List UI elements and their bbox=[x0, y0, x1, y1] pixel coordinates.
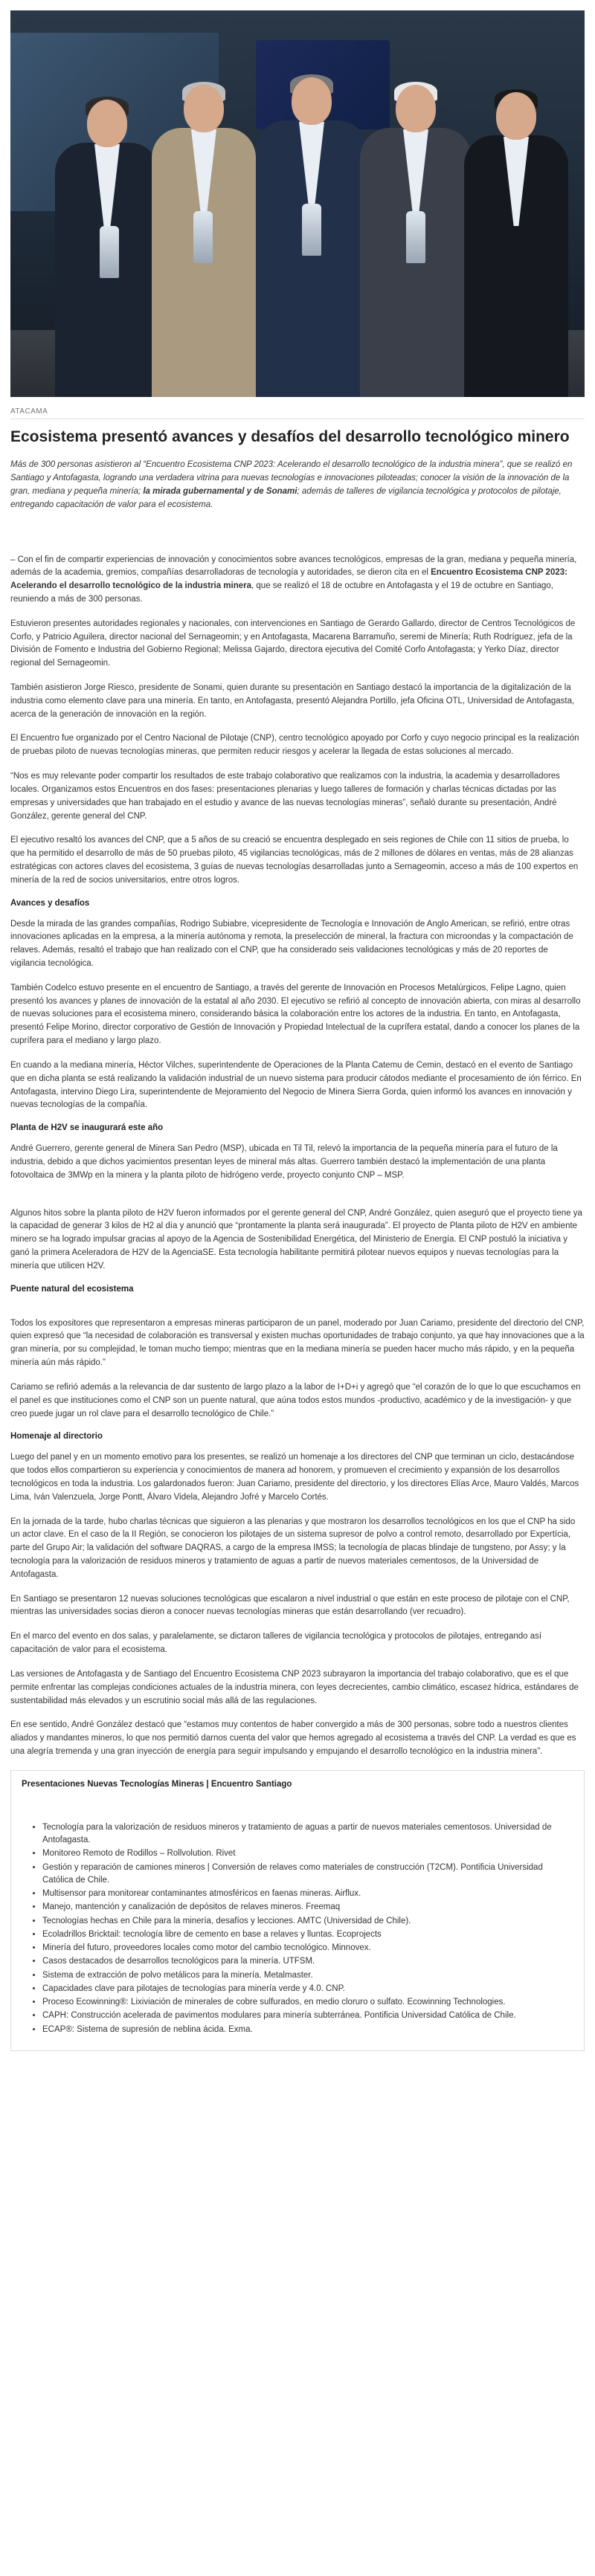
trophy-icon bbox=[193, 211, 213, 263]
article-body bbox=[10, 554, 585, 1759]
trophy-icon bbox=[406, 211, 425, 263]
paragraph: Desde la mirada de las grandes compañías, Rodrigo Subiabre, vicepresidente de Tecnología e Innovación de Anglo American, se refirió, entre otras innovaciones aplicadas en la empresa, a la minería autónoma y remota, la preselección de mineral, la fractura con microondas y la compactación de relaves. Además, resaltó el trabajo que han realizado con el CNP, que ha considerado seis validaciones tecnológicas y más de 20 reportes de vigilancia tecnológica. bbox=[10, 919, 573, 969]
person-5 bbox=[464, 92, 568, 397]
paragraph: Cariamo se refirió además a la relevancia de dar sustento de largo plazo a la labor de I+D+i y agregó que “el corazón de lo que lo que escuchamos en el panel es que instituciones como el CNP son un puente natural, que aúna todos estos mundos -productivo, académico y de la investigación- y que creo puede jugar un rol clave para el desarrollo tecnológico de Chile.” bbox=[10, 1382, 581, 1418]
list-item: • Ecoladrillos Bricktail: tecnología libre de cemento en base a relaves y lluntas. Ecoprojects bbox=[42, 1928, 573, 1941]
list-item: • Casos destacados de desarrollos tecnológicos para la minería. UTFSM. bbox=[42, 1955, 573, 1968]
paragraph: “Nos es muy relevante poder compartir los resultados de este trabajo colaborativo que realizamos con la industria, la academia y desarrolladores locales. Organizamos estos Encuentros en dos fases: presentaciones plenarias y luego talleres de formación y charlas técnicas dictadas por las empresas y universidades que han trabajado en el estudio y avance de las nuevas tecnologías mineras”, señaló durante su presentación, André González, gerente general del CNP. bbox=[10, 772, 560, 821]
list-item: • Minería del futuro, proveedores locales como motor del cambio tecnológico. Minnovex. bbox=[42, 1942, 573, 1954]
list-item: • CAPH: Construcción acelerada de pavimentos modulares para minería subterránea. Pontificia Universidad Católica de Chile. bbox=[42, 2010, 573, 2022]
trophy-icon bbox=[100, 226, 119, 278]
paragraph: Luego del panel y en un momento emotivo para los presentes, se realizó un homenaje a los directores del CNP que terminan un ciclo, destacándose que todos ellos compartieron su experiencia y conocimientos de manera ad honorem, y promueven el crecimiento y expansión de los desarrollos tecnológicos en toda la industria. Los galardonados fueron: Juan Cariamo, presidente del directorio, y los directores Elías Arce, Mauro Valdés, Marcos Lima, Iván Valenzuela, Jorge Pontt, Álvaro Videla, Alejandro Jofré y Marcelo Cortés. bbox=[10, 1453, 579, 1502]
paragraph: También Codelco estuvo presente en el encuentro de Santiago, a través del gerente de Innovación en Procesos Metalúrgicos, Felipe Lagno, quien presentó los avances y planes de innovación de la estatal al año 2030. El ejecutivo se refirió al concepto de innovación abierta, con miras al desarrollo de nuevas soluciones para el ecosistema minero, considerando básica la colaboración entre los actores de la industria. En tanto, en Antofagasta, presentó Felipe Morino, director corporativo de Gestión de Innovación y Propiedad Intelectual de la cuprífera estatal, dando a conocer los planes de la cuprífera para el mediano y largo plazo. bbox=[10, 983, 581, 1046]
list-item: • Tecnologías hechas en Chile para la minería, desafíos y lecciones. AMTC (Universidad de Chile). bbox=[42, 1915, 573, 1928]
article-title: Ecosistema presentó avances y desafíos del desarrollo tecnológico minero bbox=[10, 428, 570, 445]
paragraph: El Encuentro fue organizado por el Centro Nacional de Pilotaje (CNP), centro tecnológico apoyado por Corfo y cuyo negocio principal es la realización de pruebas piloto de nuevas tecnologías mineras, que permiten reducir riesgos y acelerar la llegada de estas soluciones al mercado. bbox=[10, 734, 579, 757]
paragraph: El ejecutivo resaltó los avances del CNP, que a 5 años de su creació se encuentra desplegado en seis regiones de Chile con 11 sitios de prueba, lo que ha permitido el desarrollo de más de 50 pruebas piloto, 45 vigilancias tecnológicas, más de 2 millones de dólares en ventas, más de 28 alianzas estratégicas con actores claves del ecosistema, 3 guías de nuevas tecnologías desarrolladas junto a Sernageomin, acceso a más de 100 expertos en minería de la red de socios universitarios, entre otros logros. bbox=[10, 836, 579, 885]
person-4 bbox=[360, 85, 472, 397]
trophy-icon bbox=[302, 204, 321, 256]
paragraph: En Santiago se presentaron 12 nuevas soluciones tecnológicas que escalaron a nivel industrial o que están en este proceso de pilotaje con el CNP, mientras las universidades socias dieron a conocer nuevas tecnologías mineras que están desarrollando (ver recuadro). bbox=[10, 1594, 570, 1617]
list-item: • Manejo, mantención y canalización de depósitos de relaves mineros. Freemaq bbox=[42, 1901, 573, 1914]
section-heading: Puente natural del ecosistema bbox=[10, 1284, 134, 1294]
paragraph: Algunos hitos sobre la planta piloto de H2V fueron informados por el gerente general del CNP, André González, quien aseguró que el proyecto tiene ya la capacidad de generar 3 kilos de H2 al día y anunció que “prontamente la planta será inaugurada”. El proyecto de Planta piloto de H2V en ambiente minero se ha logrado impulsar gracias al apoyo de la Agencia de Sostenibilidad Energética, del Ministerio de Energía. El CNP postuló la iniciativa y ganó la primera Aceleradora de H2V de la AgenciaSE. Esta tecnología habilitante permitirá pilotear nuevos equipos y nuevas tecnologías para la minería que utilicen H2V. bbox=[10, 1208, 582, 1271]
list-item: • ECAP®: Sistema de supresión de neblina ácida. Exma. bbox=[42, 2024, 573, 2036]
section-heading: Avances y desafíos bbox=[10, 898, 90, 908]
box-title: Presentaciones Nuevas Tecnologías Mineras | Encuentro Santiago bbox=[22, 1779, 292, 1789]
category-label[interactable]: ATACAMA bbox=[10, 407, 585, 419]
paragraph: En ese sentido, André González destacó que “estamos muy contentos de haber convergido a más de 300 personas, sobre todo a nuestros clientes aliados y mandantes mineros, lo que nos permitió darnos cuenta del valor que hemos agregado al ecosistema a través del CNP. La verdad es que es una alegría tremenda y una gran inyección de energía para seguir impulsando y empujando el desarrollo tecnológico en la industria minera”. bbox=[10, 1720, 576, 1756]
list-item: • Multisensor para monitorear contaminantes atmosféricos en faenas mineras. Airflux. bbox=[42, 1888, 573, 1900]
paragraph: En el marco del evento en dos salas, y paralelamente, se dictaron talleres de vigilancia tecnológica y protocolos de pilotajes, entregando así capacitación de valor para el ecosistema. bbox=[10, 1632, 542, 1655]
person-3 bbox=[256, 77, 367, 397]
article-lead: Más de 300 personas asistieron al “Encuentro Ecosistema CNP 2023: Acelerando el desarrollo tecnológico de la industria minera”, que se realizó en Santiago y Antofagasta, logrando una verdadera vitrina para nuevas tecnologías e innovaciones piloteadas; conocer la visión de la innovación de la gran, mediana y pequeña minería; la mirada gubernamental y de Sonami; además de talleres de vigilancia tecnológica y protocolos de pilotaje, entregando capacitación de valor para el ecosistema. bbox=[10, 460, 573, 509]
paragraph: André Guerrero, gerente general de Minera San Pedro (MSP), ubicada en Til Til, relevó la importancia de la pequeña minería para el futuro de la industria, debido a que dichos yacimientos presentan leyes de mineral más altas. Guerrero también destacó la implementación de una planta fotovoltaica de 3MWp en la minera y la planta piloto de hidrógeno verde, proyecto conjunto CNP – MSP. bbox=[10, 1144, 558, 1180]
paragraph: – Con el fin de compartir experiencias de innovación y conocimientos sobre avances tecnológicos, empresas de la gran, mediana y pequeña minería, además de la academia, gremios, compañías desarrolladoras de tecnología y autoridades, se dieron cita en el Encuentro Ecosistema CNP 2023: Acelerando el desarrollo tecnológico de la industria minera, que se realizó el 18 de octubre en Antofagasta y el 19 de octubre en Santiago, reuniendo a más de 300 personas. bbox=[10, 555, 577, 604]
section-heading: Homenaje al directorio bbox=[10, 1432, 103, 1442]
list-item: • Proceso Ecowinning®: Lixiviación de minerales de cobre sulfurados, en medio cloruro o sulfato. Ecowinning Technologies. bbox=[42, 1996, 573, 2009]
list-item: • Capacidades clave para pilotajes de tecnologías para minería verde y 4.0. CNP. bbox=[42, 1983, 573, 1995]
paragraph: También asistieron Jorge Riesco, presidente de Sonami, quien durante su presentación en Santiago destacó la importancia de la digitalización de la industria como elemento clave para una minería. En tanto, en Antofagasta, presentó Alejandra Portillo, jefa Oficina OTL, Universidad de Antofagasta, acerca de la generación de innovación en la región. bbox=[10, 683, 575, 719]
paragraph: Estuvieron presentes autoridades regionales y nacionales, con intervenciones en Santiago de Gerardo Gallardo, director de Centros Tecnológicos de Corfo, y Patricio Aguilera, director nacional del Sernageomin; y en Antofagasta, Macarena Barramuño, seremi de Minería; Ruth Rodríguez, jefa de la División de Fomento e Industria del Gobierno Regional; Melissa Gajardo, directora ejecutiva del Comité Corfo Antofagasta; y Yerko Díaz, director regional del Sernageomin. bbox=[10, 619, 576, 668]
paragraph: Las versiones de Antofagasta y de Santiago del Encuentro Ecosistema CNP 2023 subrayaron la importancia del trabajo colaborativo, que es el que permite enfrentar las complejas condiciones actuales de la industria minera, con leyes decrecientes, cambio climático, escasez hídrica, estándares de sustentabilidad más elevados y un escrutinio social más allá de las regulaciones. bbox=[10, 1669, 579, 1705]
list-item: • Monitoreo Remoto de Rodillos – Rollvolution. Rivet bbox=[42, 1847, 573, 1860]
section-heading: Planta de H2V se inaugurará este año bbox=[10, 1123, 164, 1133]
hero-photo bbox=[10, 10, 585, 397]
list-item: • Sistema de extracción de polvo metálicos para la minería. Metalmaster. bbox=[42, 1969, 573, 1982]
person-1 bbox=[55, 100, 159, 397]
person-2 bbox=[152, 85, 256, 397]
technologies-list bbox=[22, 1821, 573, 2036]
list-item: • Gestión y reparación de camiones mineros | Conversión de relaves como materiales de construcción (T2CM). Pontificia Universidad Católica de Chile. bbox=[42, 1862, 573, 1888]
paragraph: En la jornada de la tarde, hubo charlas técnicas que siguieron a las plenarias y que mostraron los desarrollos tecnológicos en los que el CNP ha sido un actor clave. En el caso de la II Región, se conocieron los pilotajes de un sistema supresor de polvo a control remoto, desarrollado por Expertícia, parte del Grupo Air; la validación del software DAQRAS, a cargo de la empresa IMSS; la tecnología de placas blindaje de tungsteno, por Assy; y la tecnología para la valorización de residuos mineros y tratamiento de aguas a partir de nuevos materiales cementosos, de la Universidad de Antofagasta. bbox=[10, 1517, 576, 1579]
article bbox=[0, 10, 595, 2051]
list-item: • Tecnología para la valorización de residuos mineros y tratamiento de aguas a partir de nuevos materiales cementosos. Universidad de Antofagasta. bbox=[42, 1821, 573, 1847]
technologies-box bbox=[10, 1770, 585, 2051]
paragraph: En cuando a la mediana minería, Héctor Vilches, superintendente de Operaciones de la Planta Catemu de Cemin, destacó en el evento de Santiago que en dicha planta se está realizando la validación industrial de un nuevo sistema para producir cátodos mediante el procesamiento de ión férrico. En Antofagasta, intervino Diego Lira, superintendente de Mejoramiento del Negocio de Minera Sierra Gorda, quien informó los avances en innovación y nuevas tecnologías de la compañía. bbox=[10, 1060, 582, 1110]
paragraph: Todos los expositores que representaron a empresas mineras participaron de un panel, moderado por Juan Cariamo, presidente del directorio del CNP, quien expresó que “la necesidad de colaboración es transversal y existen muchas oportunidades de trabajo conjunto, ya que hay innovaciones que a la gran minería, por su complejidad, le toman mucho tiempo; mientras que en la mediana minería se pueden hacer mucho más rápido, y en la pequeña minería aún más rápido.” bbox=[10, 1318, 585, 1368]
